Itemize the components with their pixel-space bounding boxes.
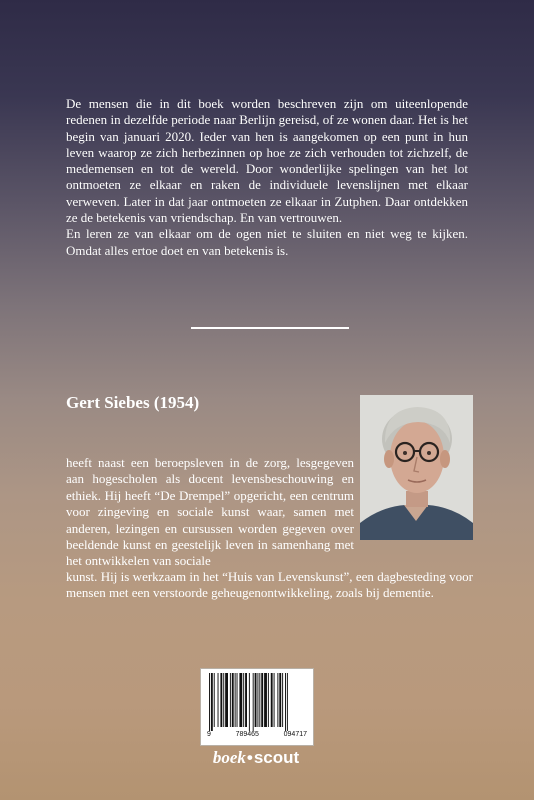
barcode-bar [271, 673, 273, 727]
barcode-bar [285, 673, 286, 731]
barcode-bar [282, 673, 283, 727]
barcode-bar [277, 673, 278, 727]
barcode-bar [239, 673, 242, 727]
barcode-bar [259, 673, 260, 727]
barcode-bar [257, 673, 258, 727]
barcode-bar [230, 673, 231, 727]
barcode-bar [218, 673, 219, 727]
barcode-digits [207, 731, 307, 738]
barcode-bar [253, 673, 254, 731]
barcode-bar [220, 673, 222, 727]
barcode-bar [264, 673, 267, 727]
barcode-bars [201, 669, 313, 731]
barcode-bar [243, 673, 244, 727]
barcode-bar [211, 673, 213, 731]
publisher-name-part-b: scout [253, 748, 300, 767]
barcode-bar [209, 673, 210, 731]
barcode-bar [287, 673, 288, 731]
barcode-bar [225, 673, 228, 727]
author-bio-part2: kunst. Hij is werkzaam in het “Huis van Levenskunst”, een dagbesteding voor mensen met een verstoorde geheugenontwikkeling, zoals bij dementie. [66, 569, 473, 601]
barcode-bar [237, 673, 238, 727]
author-portrait-image [360, 395, 473, 540]
barcode-bar [235, 673, 236, 727]
barcode-bar [223, 673, 224, 727]
barcode-bar [232, 673, 234, 727]
blurb-paragraph: En leren ze van elkaar om de ogen niet te sluiten en niet weg te kijken. Omdat alles ertoe doet en van betekenis is. [66, 226, 468, 258]
barcode-bar [214, 673, 215, 727]
isbn-barcode [200, 668, 314, 746]
barcode-bar [245, 673, 247, 727]
barcode-bar [279, 673, 281, 727]
barcode-bar [249, 673, 250, 731]
author-name: Gert Siebes (1954) [66, 393, 200, 412]
barcode-bar [261, 673, 263, 727]
divider-line [191, 327, 349, 329]
publisher-dot: • [246, 748, 253, 767]
author-photo [360, 395, 473, 540]
blurb-paragraph: De mensen die in dit boek worden beschreven zijn om uiteenlopende redenen in dezelfde periode naar Berlijn gereisd, of ze wonen daar. Het is het begin van januari 2020. Ieder van hen is aangekomen op een punt in hun leven waarop ze zich herbezinnen op hoe ze zich verhouden tot zichzelf, de medemensen en tot de wereld. Door wonderlijke spelingen van het lot ontmoeten ze elkaar en raken de individuele levenslijnen met elkaar verweven. Later in dat jaar ontmoeten ze elkaar in Zutphen. Daar ontdekken ze de betekenis van vriendschap. En van vertrouwen. [66, 96, 468, 226]
barcode-digit-first: 9 [207, 731, 211, 738]
barcode-bar [255, 673, 257, 727]
barcode-digits-left: 789465 [235, 731, 259, 738]
barcode-bar [268, 673, 269, 727]
barcode-digits-right: 094717 [283, 731, 307, 738]
publisher-logo [200, 748, 312, 768]
book-blurb [66, 96, 468, 259]
publisher-name-part-a: boek [212, 748, 246, 767]
author-bio-part1: heeft naast een beroepsleven in de zorg, lesgegeven aan hogescholen als docent levensbeschouwing en ethiek. Hij heeft “De Drempel” opgericht, een centrum voor zingeving en sociale kunst waar, samen met anderen, lezingen en cursussen worden gegeven over beeldende kunst en geestelijk leven in samenhang met het ontwikkelen van sociale [66, 455, 354, 569]
barcode-bar [274, 673, 275, 727]
